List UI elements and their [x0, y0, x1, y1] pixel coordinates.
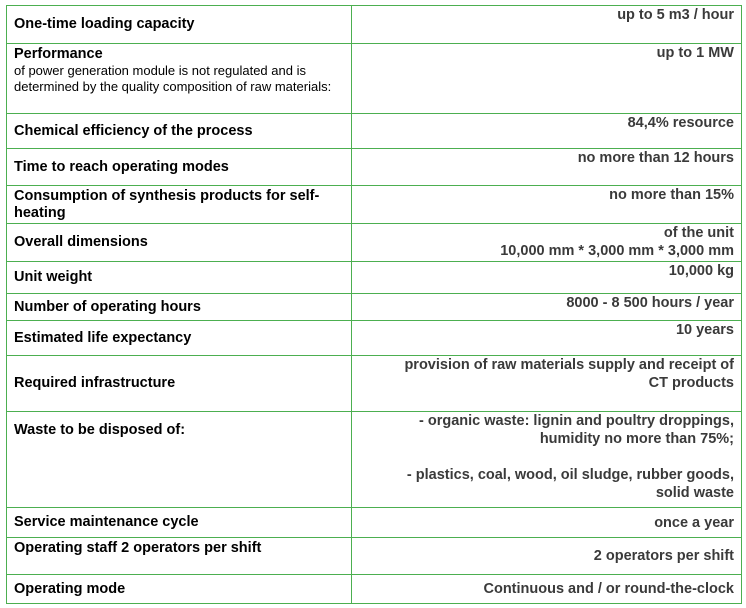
row-value: Continuous and / or round-the-clock — [352, 575, 742, 604]
row-label: Chemical efficiency of the process — [7, 114, 352, 149]
value-line: CT products — [648, 375, 734, 391]
row-label: Time to reach operating modes — [7, 149, 352, 186]
table-row — [7, 538, 742, 575]
value-line: humidity no more than 75%; — [539, 431, 734, 447]
value-line — [359, 448, 734, 466]
value-line: - plastics, coal, wood, oil sludge, rubber goods, — [406, 467, 734, 483]
row-value: 8000 - 8 500 hours / year — [352, 294, 742, 321]
table-row — [7, 321, 742, 356]
row-label-title: Performance — [14, 46, 103, 62]
table-row — [7, 412, 742, 508]
row-label: Number of operating hours — [7, 294, 352, 321]
row-label: Unit weight — [7, 262, 352, 294]
value-line: 10,000 mm * 3,000 mm * 3,000 mm — [500, 243, 734, 259]
row-value — [352, 356, 742, 412]
value-line: - organic waste: lignin and poultry droppings, — [419, 413, 734, 429]
row-label-subtext: of power generation module is not regulated and is determined by the quality composition of raw materials: — [14, 63, 332, 94]
row-label: Overall dimensions — [7, 224, 352, 262]
row-value: no more than 12 hours — [352, 149, 742, 186]
row-value: up to 1 MW — [352, 44, 742, 114]
table-row — [7, 294, 742, 321]
value-line: provision of raw materials supply and receipt of — [404, 357, 734, 373]
row-value: up to 5 m3 / hour — [352, 6, 742, 44]
row-label — [7, 44, 352, 114]
table-row — [7, 186, 742, 224]
row-value: 2 operators per shift — [352, 538, 742, 575]
row-label: Estimated life expectancy — [7, 321, 352, 356]
row-value: once a year — [352, 508, 742, 538]
table-row — [7, 356, 742, 412]
row-value — [352, 224, 742, 262]
row-label: One-time loading capacity — [7, 6, 352, 44]
table-row — [7, 575, 742, 604]
table-row — [7, 508, 742, 538]
table-row — [7, 262, 742, 294]
table-row — [7, 44, 742, 114]
row-value: 10,000 kg — [352, 262, 742, 294]
row-label: Operating mode — [7, 575, 352, 604]
table-row — [7, 149, 742, 186]
specifications-table — [6, 5, 742, 604]
value-line: solid waste — [655, 485, 734, 501]
row-value: 84,4% resource — [352, 114, 742, 149]
table-row — [7, 114, 742, 149]
row-label: Service maintenance cycle — [7, 508, 352, 538]
table-row — [7, 6, 742, 44]
row-label: Operating staff 2 operators per shift — [7, 538, 352, 575]
row-value: 10 years — [352, 321, 742, 356]
table-row — [7, 224, 742, 262]
value-line: of the unit — [663, 225, 734, 241]
row-value: no more than 15% — [352, 186, 742, 224]
row-label: Waste to be disposed of: — [7, 412, 352, 508]
row-label: Required infrastructure — [7, 356, 352, 412]
row-label: Consumption of synthesis products for self- heating — [7, 186, 352, 224]
row-value — [352, 412, 742, 508]
